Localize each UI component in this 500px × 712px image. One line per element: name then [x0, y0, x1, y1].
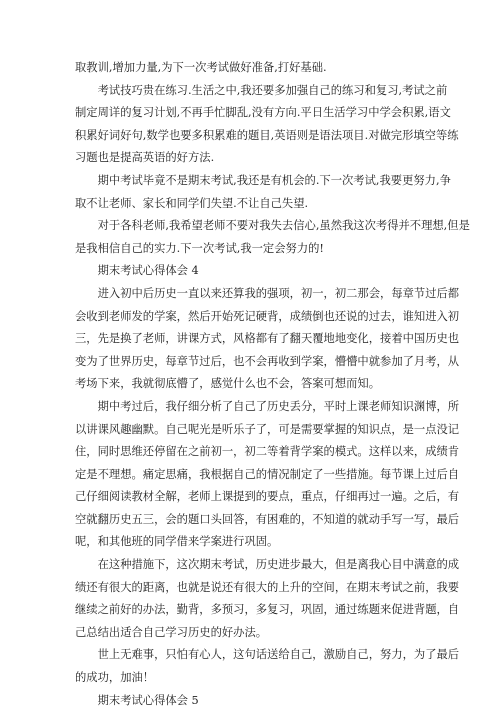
text-line: 取教训,增加力量,为下一次考试做好准备,打好基础. — [75, 61, 327, 74]
text-line: 取不让老师、家长和同学们失望.不让自己失望. — [75, 196, 309, 210]
text-line: 世上无难事，只怕有心人，这句话送给自己，激励自己，努力，为了最后 — [97, 648, 460, 662]
text-line: 继续之前好的办法，勤背，多预习，多复习，巩固，通过练题来促进背题，自 — [75, 603, 460, 617]
section-heading: 期末考试心得体会 4 — [97, 264, 199, 278]
text-line: 对于各科老师,我希望老师不要对我失去信心,虽然我这次考得并不理想,但是 — [97, 219, 470, 233]
text-line: 期中考试毕竟不是期末考试,我还是有机会的.下一次考试,我要更努力,争 — [97, 173, 451, 187]
text-line: 制定周详的复习计划,不再手忙脚乱,没有方向.平日生活学习中学会积累,语文 — [75, 106, 451, 120]
text-line: 积累好词好句,数学也要多积累难的题目,英语则是语法项目.对做完形填空等练 — [75, 128, 459, 142]
text-line: 在这种措施下，这次期末考试，历史进步最大，但是离我心目中满意的成 — [97, 558, 460, 572]
text-line: 进入初中后历史一直以来还算我的强项，初一，初二那会，每章节过后都 — [97, 286, 460, 300]
text-line: 是我相信自己的实力.下一次考试,我一定会努力的! — [75, 241, 324, 255]
text-line: 以讲课风趣幽默。自己呢光是听乐子了，可是需要掌握的知识点，是一点没记 — [75, 422, 460, 436]
text-line: 绩还有很大的距离，也就是说还有很大的上升的空间，在期末考试之前，我要 — [75, 580, 460, 594]
text-line: 考试技巧贵在练习.生活之中,我还要多加强自己的练习和复习,考试之前 — [97, 83, 448, 97]
text-line: 住，同时思维还停留在之前初一，初二等着背学案的模式。这样以来，成绩肯 — [75, 445, 460, 459]
text-line: 考场下来，我就彻底懵了，感觉什么也不会，答案可想而知。 — [75, 377, 381, 391]
text-line: 习题也是提高英语的好方法. — [75, 151, 215, 165]
text-line: 定是不理想。痛定思痛，我根据自己的情况制定了一些措施。每节课上过后自 — [75, 467, 460, 481]
text-line: 变为了世界历史，每章节过后，也不会再收到学案，懵懵中就参加了月考，从 — [75, 354, 460, 368]
text-line: 己仔细阅读教材全解，老师上课提到的要点，重点，仔细再过一遍。之后，有 — [75, 490, 460, 504]
text-line: 三，先是换了老师，讲课方式，风格都有了翻天覆地地变化，接着中国历史也 — [75, 332, 460, 346]
document-page — [75, 57, 470, 712]
section-heading: 期末考试心得体会 5 — [97, 693, 199, 707]
text-line: 呢，和其他班的同学借来学案进行巩固。 — [75, 535, 279, 549]
text-line: 己总结出适合自己学习历史的好办法。 — [75, 625, 268, 639]
text-line: 空就翻历史五三，会的题口头回答，有困难的，不知道的就动手写一写，最后 — [75, 512, 460, 526]
text-line: 的成功，加油！ — [75, 671, 155, 685]
text-line: 期中考过后，我仔细分析了自己了历史丢分，平时上课老师知识渊博，所 — [97, 399, 460, 413]
text-line: 会收到老师发的学案，然后开始死记硬背，成绩倒也还说的过去，谁知进入初 — [75, 309, 460, 323]
